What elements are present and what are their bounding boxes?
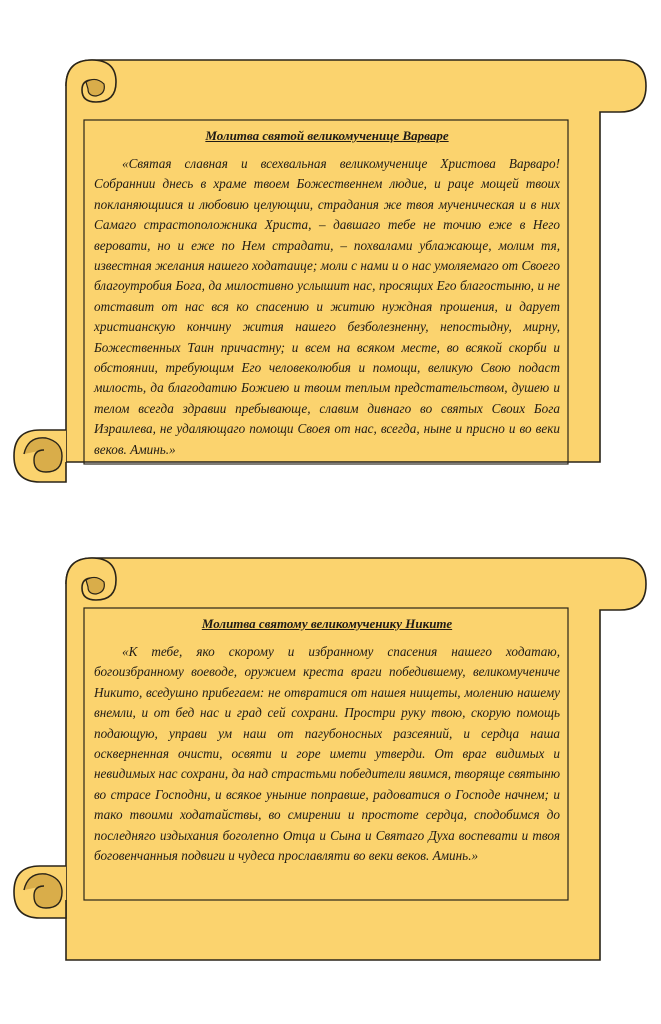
scroll-prayer-nikita bbox=[0, 550, 661, 990]
scroll-prayer-varvara bbox=[0, 52, 661, 492]
prayer-title: Молитва святой великомученице Варваре bbox=[205, 128, 449, 143]
prayer-text-box bbox=[84, 120, 568, 464]
prayer-text: «Святая славная и всехвальная великомученице Христова Варваро! Собраннии днесь в храме твоем Божественнем людие, и раце мощей твоих покланяющиися и любовию целующии, страдания же твоя мученическая и в них Самаго страстоположника Христа, – давшаго тебе не точию еже в Него веровати, но и еже по Нем страдати, – похвалами ублажающе, молим тя, известная желания нашего ходатаице; моли с нами и о нас умоляемаго от Своего благоутробия Бога, да милостивно услышит нас, просящих Его благостыню, и не отставит от нас вся ко спасению и житию нуждная прошения, и дарует христианскую кончину жития нашего безболезненну, непостыдну, мирну, Божественных Таин причастну; и всем на всяком месте, во всякой скорби и обстоянии, требующим Его человеколюбия и помощи, великую Свою подаст милость, да благодатию Божиею и твоим теплым предстательством, душею и телом всегда здравии пребывающе, славим дивнаго во святых Своих Бога Израилева, не удаляющаго помощи Своея от нас, всегда, ныне и присно и во веки веков. Аминь.» bbox=[94, 156, 560, 457]
prayer-text-box bbox=[84, 608, 568, 900]
prayer-title: Молитва святому великомученику Никите bbox=[201, 616, 453, 631]
prayer-text: «К тебе, яко скорому и избранному спасения нашего ходатаю, богоизбранному воеводе, оружием креста враги победившему, великомучениче Никито, вседушно прибегаем: не отвратися от нашея нищеты, молению нашему внемли, и от бед нас и град сей сохрани. Простри руку твою, скорую помощь подающую, управи ум наш от пагубоносных разсеяний, и сердца наша оскверненная очисти, освяти и горе имети утверди. От враг видимых и невидимых нас сохрани, да над страстьми победители явимся, творяще святыню во страсе Господни, и всякое уныние поправше, радоватися о Господе начнем; и тако твоими ходатайствы, во смирении и простоте сердца, сподобимся до последняго издыхания боголепно Отца и Сына и Святаго Духа воспевати и твоя боговенчанныя подвиги и чудеса прославляти во веки веков. Аминь.» bbox=[94, 644, 560, 864]
